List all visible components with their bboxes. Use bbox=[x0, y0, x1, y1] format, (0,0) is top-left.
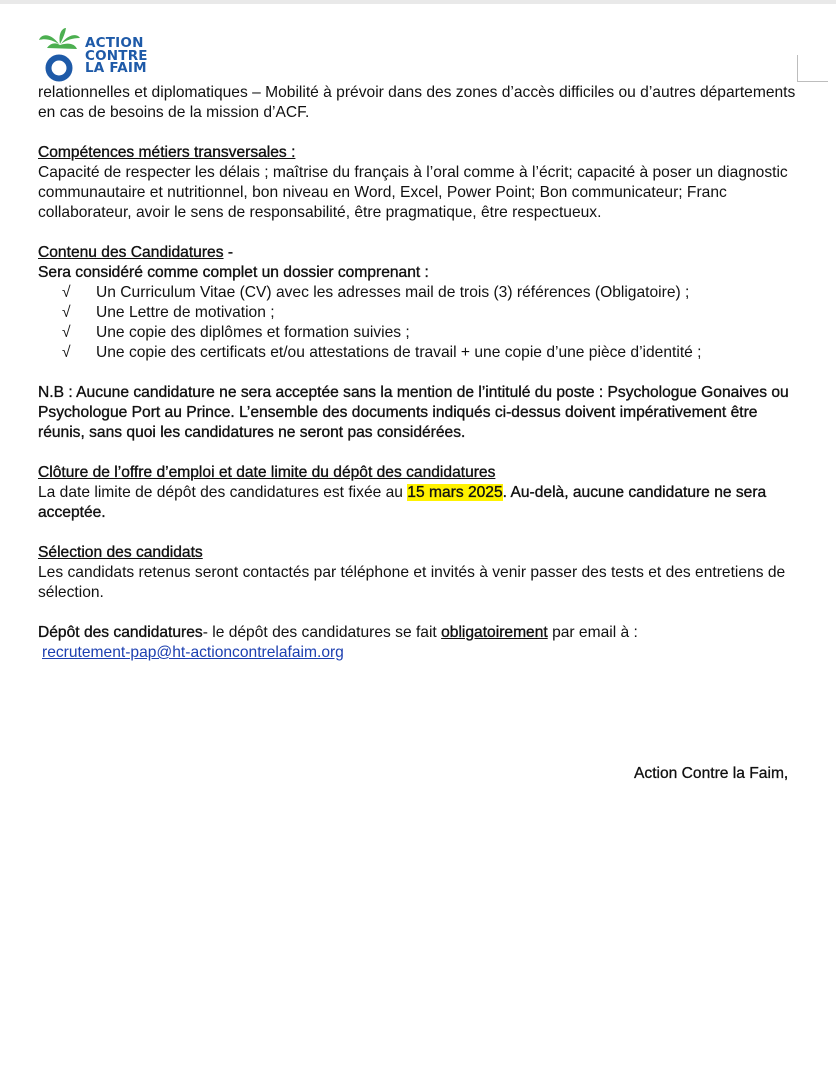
check-mark-icon: √ bbox=[62, 284, 71, 301]
depot-label: Dépôt des candidatures bbox=[38, 624, 203, 641]
acf-logo-icon bbox=[38, 28, 84, 84]
depot-text-before: - le dépôt des candidatures se fait bbox=[202, 624, 442, 641]
checklist-item bbox=[38, 283, 798, 303]
checklist-item-text: Un Curriculum Vitae (CV) avec les adresses mail de trois (3) références (Obligatoire) ; bbox=[96, 284, 690, 301]
document-checklist bbox=[38, 283, 798, 363]
logo-line-action: ACTION bbox=[85, 35, 144, 51]
spacer bbox=[38, 523, 798, 543]
selection-section bbox=[38, 543, 798, 603]
spacer bbox=[38, 223, 798, 243]
depot-text-after: par email à : bbox=[547, 624, 638, 641]
checklist-item-text: Une Lettre de motivation ; bbox=[96, 304, 275, 321]
depot-emphasis: obligatoirement bbox=[441, 624, 548, 641]
spacer bbox=[38, 123, 798, 143]
competences-section bbox=[38, 143, 798, 223]
logo-line-contre: CONTRE bbox=[85, 47, 148, 64]
document-body bbox=[38, 83, 798, 663]
selection-text: Les candidats retenus seront contactés par téléphone et invités à venir passer des tests et des entretiens de sélection. bbox=[38, 564, 786, 601]
nb-paragraph: N.B : Aucune candidature ne sera acceptée sans la mention de l’intitulé du poste : Psychologue Gonaives ou Psychologue Port au Prince. L’ensemble des documents indiqués ci-dessus doivent impérativement être réunis, sans quoi les candidatures ne seront pas considérées. bbox=[38, 384, 789, 441]
checklist-item-text: Une copie des diplômes et formation suivies ; bbox=[96, 324, 410, 341]
depot-section bbox=[38, 623, 798, 663]
cloture-heading: Clôture de l’offre d’emploi et date limite du dépôt des candidatures bbox=[38, 464, 496, 481]
contenu-heading-suffix: - bbox=[223, 244, 234, 261]
acf-logo bbox=[38, 28, 178, 84]
contenu-heading: Contenu des Candidatures bbox=[38, 244, 224, 261]
contenu-heading-line bbox=[38, 243, 798, 263]
checklist-item-text: Une copie des certificats et/ou attestations de travail + une copie d’une pièce d’identité ; bbox=[96, 344, 702, 361]
cloture-text-before: La date limite de dépôt des candidatures est fixée au bbox=[38, 484, 408, 501]
cloture-section bbox=[38, 463, 798, 523]
recruitment-email-link[interactable]: recrutement-pap@ht-actioncontrelafaim.org bbox=[42, 644, 344, 661]
spacer bbox=[38, 363, 798, 383]
checklist-item bbox=[38, 343, 798, 363]
check-mark-icon: √ bbox=[62, 324, 71, 341]
deadline-date: 15 mars 2025 bbox=[407, 484, 503, 501]
contenu-intro: Sera considéré comme complet un dossier comprenant : bbox=[38, 264, 429, 281]
intro-paragraph: relationnelles et diplomatiques – Mobilité à prévoir dans des zones d’accès difficiles ou d’autres départements en cas de besoins de la mission d’ACF. bbox=[38, 84, 796, 121]
logo-line-la-faim: LA FAIM bbox=[85, 60, 147, 76]
spacer bbox=[38, 603, 798, 623]
check-mark-icon: √ bbox=[62, 344, 71, 361]
checklist-item bbox=[38, 323, 798, 343]
spacer bbox=[38, 443, 798, 463]
cloture-text-after: . Au-delà, aucune candidature ne sera acceptée. bbox=[38, 484, 767, 521]
page-corner-marker bbox=[797, 55, 828, 82]
checklist-item bbox=[38, 303, 798, 323]
signature: Action Contre la Faim, bbox=[634, 765, 789, 782]
selection-heading: Sélection des candidats bbox=[38, 544, 203, 561]
check-mark-icon: √ bbox=[62, 304, 71, 321]
competences-text: Capacité de respecter les délais ; maîtrise du français à l’oral comme à l’écrit; capacité à poser un diagnostic communautaire et nutritionnel, bon niveau en Word, Excel, Power Point; Bon communicateur; Franc collaborateur, avoir le sens de responsabilité, être pragmatique, être respectueux. bbox=[38, 164, 788, 221]
page-top-edge bbox=[0, 0, 836, 4]
competences-heading: Compétences métiers transversales : bbox=[38, 144, 296, 161]
contenu-section bbox=[38, 243, 798, 363]
